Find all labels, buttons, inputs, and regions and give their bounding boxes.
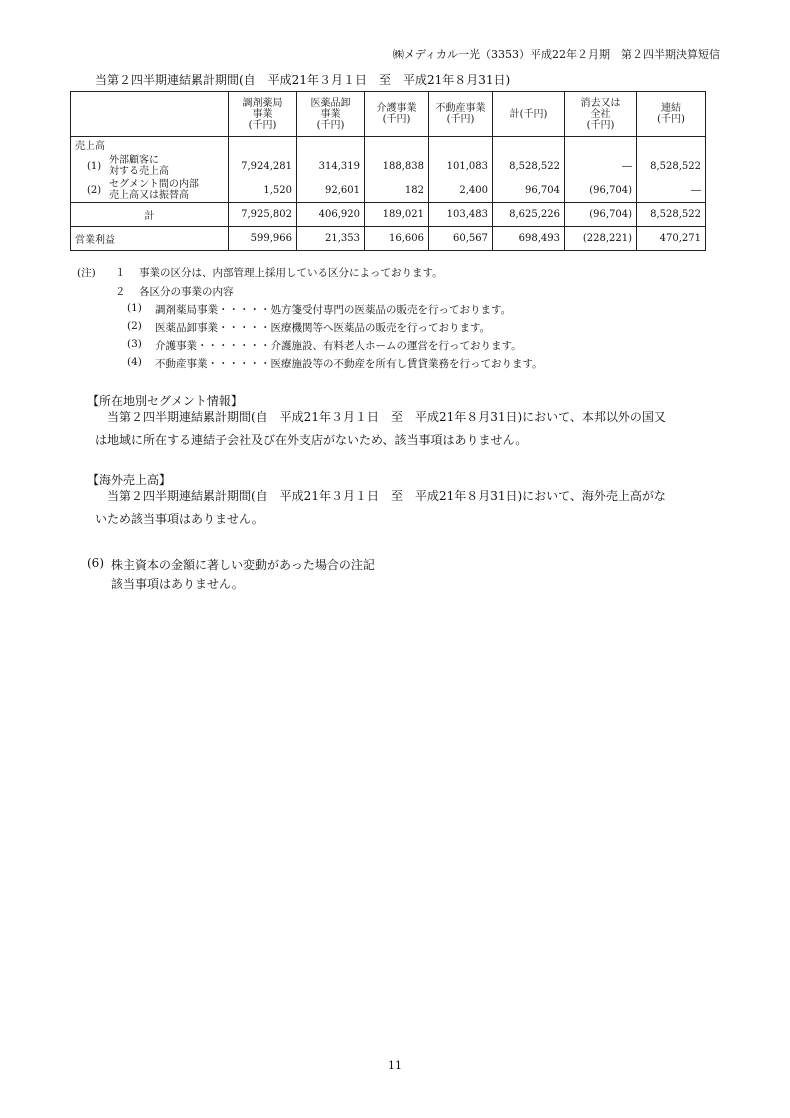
sales-block-row [71,137,706,203]
segment-table [70,91,706,251]
note-item-text: 医薬品卸事業・・・・・医療機関等へ医薬品の販売を行っております。 [155,322,491,334]
sales-cell: 188,838 182 [365,137,429,203]
note-item-text: 不動産事業・・・・・・医療施設等の不動産を所有し賃貸業務を行っております。 [155,358,543,370]
total-cell: 103,483 [429,203,493,227]
total-cell: 7,925,802 [229,203,297,227]
op-cell: 599,966 [229,227,297,251]
sales-cell: 101,083 2,400 [429,137,493,203]
total-cell: 8,528,522 [637,203,706,227]
overseas-sales-line-1: 当第２四半期連結累計期間(自 平成21年３月１日 至 平成21年８月31日)において、海外売上高がな [107,489,666,503]
op-cell: 16,606 [365,227,429,251]
sales-heading: 売上高 [75,141,105,152]
sales-cell: ― (96,704) [565,137,637,203]
total-cell: 189,021 [365,203,429,227]
col-header: 不動産事業 (千円) [429,92,493,137]
op-cell: 60,567 [429,227,493,251]
note-2-text: 各区分の事業の内容 [139,286,234,298]
total-cell: 8,625,226 [493,203,565,227]
operating-income-row [71,227,706,251]
sales-cell: 314,319 92,601 [297,137,365,203]
row1-label: (1) 外部顧客に 対する売上高 [87,155,169,177]
note-1-text: 事業の区分は、内部管理上採用している区分によっております。 [139,267,443,279]
op-cell: (228,221) [565,227,637,251]
total-row [71,203,706,227]
note-item-text: 介護事業・・・・・・・介護施設、有料老人ホームの運営を行っております。 [155,340,522,352]
col-header: 連結 (千円) [637,92,706,137]
header-blank [71,92,229,137]
op-cell: 698,493 [493,227,565,251]
note-prefix: (注) [77,267,96,279]
note-item-number: (3) [127,338,142,350]
sales-cell: 7,924,281 1,520 [229,137,297,203]
page-number: 11 [388,1059,402,1072]
note-item-text: 調剤薬局事業・・・・・処方箋受付専門の医薬品の販売を行っております。 [155,304,512,316]
equity-note-number: (6) [87,556,104,570]
geo-segment-title: 【所在地別セグメント情報】 [87,394,243,408]
geo-segment-line-2: は地域に所在する連結子会社及び在外支店がないため、該当事項はありません。 [95,433,528,447]
note-item-number: (2) [127,320,142,332]
total-cell: (96,704) [565,203,637,227]
col-header: 調剤薬局 事業 (千円) [229,92,297,137]
sales-cell: 8,528,522 ― [637,137,706,203]
operating-income-label: 営業利益 [71,227,229,251]
col-header: 医薬品卸 事業 (千円) [297,92,365,137]
note-item-number: (1) [127,302,142,314]
col-header: 計(千円) [493,92,565,137]
sales-cell: 8,528,522 96,704 [493,137,565,203]
overseas-sales-line-2: いため該当事項はありません。 [95,512,264,526]
table-caption: 当第２四半期連結累計期間(自 平成21年３月１日 至 平成21年８月31日) [95,73,511,87]
sales-label-cell [71,137,229,203]
equity-note-title: 株主資本の金額に著しい変動があった場合の注記 [111,558,375,572]
note-item-number: (4) [127,356,142,368]
row2-label: (2) セグメント間の内部 売上高又は振替高 [87,179,199,201]
page-header: ㈱メディカル一光（3353）平成22年２月期 第２四半期決算短信 [392,48,720,61]
op-cell: 21,353 [297,227,365,251]
note-2-number: ２ [115,286,126,298]
geo-segment-line-1: 当第２四半期連結累計期間(自 平成21年３月１日 至 平成21年８月31日)において、本邦以外の国又 [107,410,666,424]
note-1-number: １ [115,267,126,279]
overseas-sales-title: 【海外売上高】 [87,473,172,487]
col-header: 介護事業 (千円) [365,92,429,137]
equity-note-text: 該当事項はありません。 [111,577,244,591]
total-label: 計 [71,203,229,227]
col-header: 消去又は 全社 (千円) [565,92,637,137]
op-cell: 470,271 [637,227,706,251]
table-header-row [71,92,706,137]
total-cell: 406,920 [297,203,365,227]
